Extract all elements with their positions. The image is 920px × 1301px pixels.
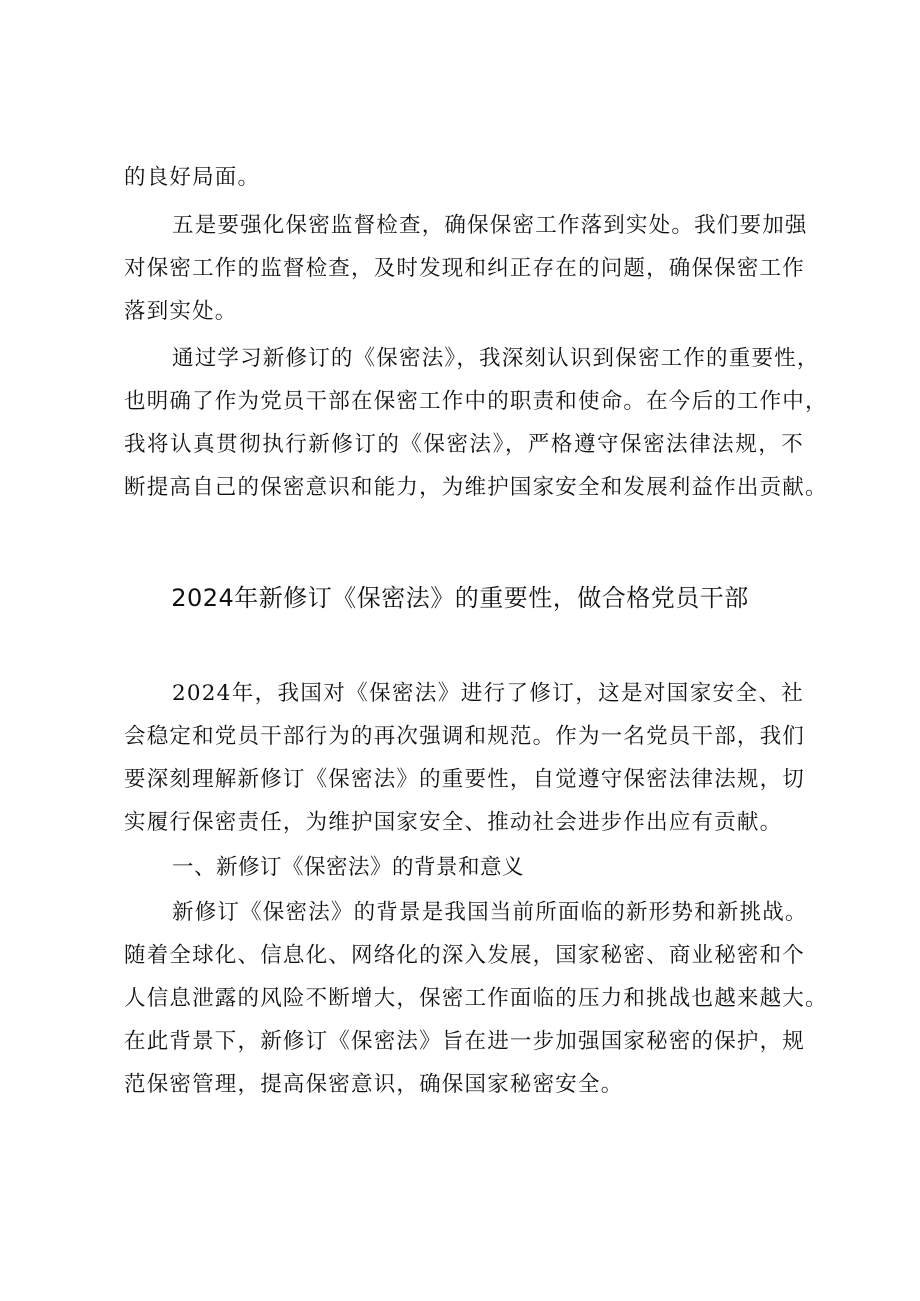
paragraph-line: 对保密工作的监督检查，及时发现和纠正存在的问题，确保保密工作: [124, 256, 806, 281]
paragraph-line: 断提高自己的保密意识和能力，为维护国家安全和发展利益作出贡献。: [124, 475, 828, 500]
paragraph-line: 新修订《保密法》的背景是我国当前所面临的新形势和新挑战。: [172, 900, 808, 925]
paragraph-line: 会稳定和党员干部行为的再次强调和规范。作为一名党员干部，我们: [124, 724, 806, 749]
paragraph-line: 人信息泄露的风险不断增大，保密工作面临的压力和挑战也越来越大。: [124, 986, 828, 1011]
paragraph-line: 落到实处。: [124, 299, 238, 324]
paragraph-line: 2024年，我国对《保密法》进行了修订，这是对国家安全、社: [172, 681, 804, 706]
paragraph-line: 的良好局面。: [124, 165, 261, 190]
paragraph-line: 五是要强化保密监督检查，确保保密工作落到实处。我们要加强: [172, 213, 808, 238]
paragraph-line: 我将认真贯彻执行新修订的《保密法》，严格遵守保密法律法规，不: [124, 432, 804, 457]
paragraph-line: 也明确了作为党员干部在保密工作中的职责和使命。在今后的工作中，: [124, 389, 828, 414]
paragraph-line: 在此背景下，新修订《保密法》旨在进一步加强国家秘密的保护，规: [124, 1029, 806, 1054]
paragraph-line: 随着全球化、信息化、网络化的深入发展，国家秘密、商业秘密和个: [124, 943, 806, 968]
paragraph-line: 范保密管理，提高保密意识，确保国家秘密安全。: [124, 1072, 624, 1097]
article-title: 2024年新修订《保密法》的重要性，做合格党员干部: [171, 584, 749, 612]
paragraph-line: 通过学习新修订的《保密法》，我深刻认识到保密工作的重要性，: [172, 346, 820, 371]
paragraph-line: 要深刻理解新修订《保密法》的重要性，自觉遵守保密法律法规，切: [124, 767, 806, 792]
paragraph-line: 实履行保密责任，为维护国家安全、推动社会进步作出应有贡献。: [124, 810, 783, 835]
section-heading: 一、新修订《保密法》的背景和意义: [172, 855, 525, 880]
